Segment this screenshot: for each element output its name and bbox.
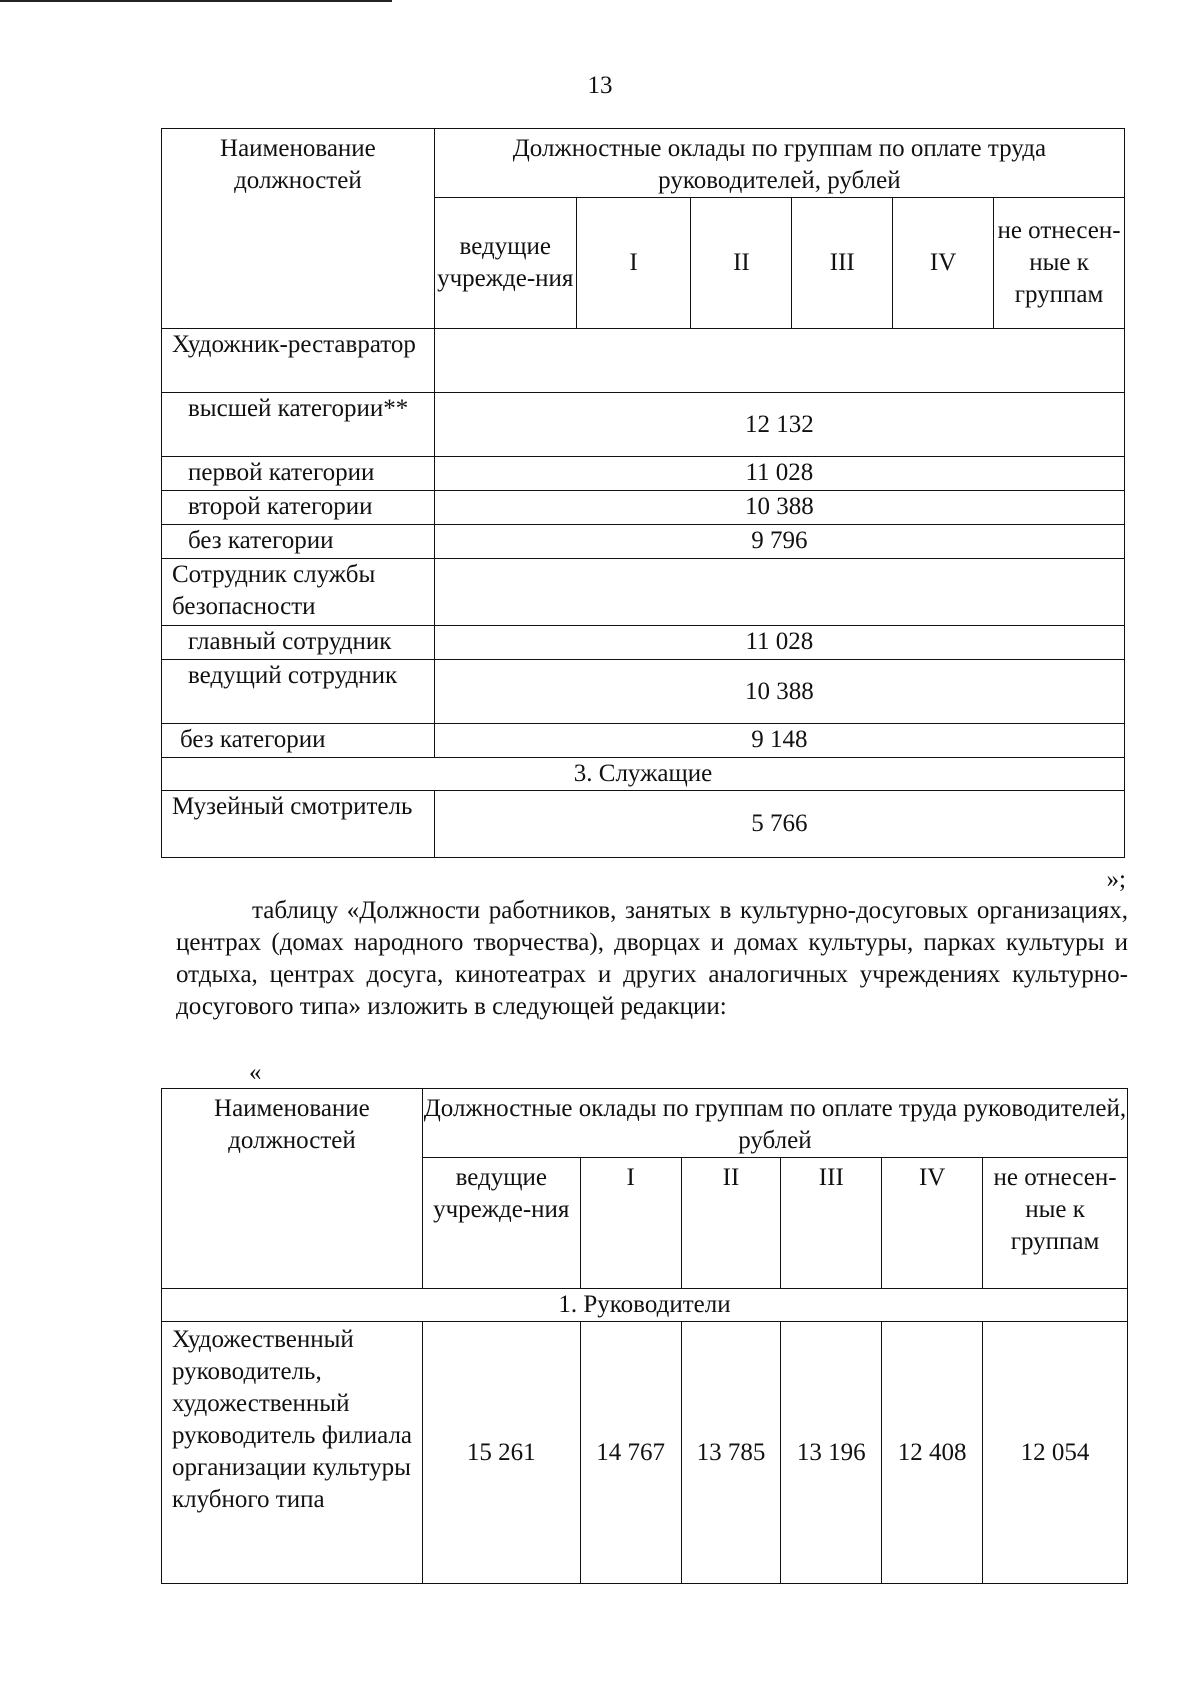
row-value: 10 388 — [434, 660, 1124, 724]
group-col-4: IV — [882, 1158, 983, 1289]
group-col-2: II — [691, 198, 792, 329]
instruction-paragraph — [176, 895, 1128, 1023]
row-label: второй категории — [162, 491, 435, 525]
row-label: Художественный руководитель, художественный руководитель филиала организации культуры клубного типа — [162, 1322, 423, 1584]
group-col-leading: ведущие учрежде-ния — [434, 198, 576, 329]
row-label: ведущий сотрудник — [162, 660, 435, 724]
group-col-1: I — [576, 198, 691, 329]
section-heading: 3. Служащие — [162, 758, 1125, 791]
row-label: главный сотрудник — [162, 626, 435, 660]
group-col-1: I — [580, 1158, 681, 1289]
row-value: 5 766 — [434, 791, 1124, 858]
row-value: 12 132 — [434, 393, 1124, 457]
closing-quote: »; — [1106, 866, 1126, 893]
row-value: 15 261 — [422, 1322, 580, 1584]
row-label: Художник-реставратор — [162, 329, 435, 393]
page-number: 13 — [587, 72, 613, 99]
row-value: 12 408 — [882, 1322, 983, 1584]
section-heading: 1. Руководители — [162, 1289, 1128, 1322]
row-label: Музейный смотритель — [162, 791, 435, 858]
row-label: высшей категории** — [162, 393, 435, 457]
group-col-2: II — [681, 1158, 781, 1289]
group-col-4: IV — [893, 198, 994, 329]
row-label: Сотрудник службы безопасности — [162, 559, 435, 626]
row-value — [434, 559, 1124, 626]
row-value: 13 196 — [781, 1322, 882, 1584]
header-salary-groups: Должностные оклады по группам по оплате труда руководителей, рублей — [422, 1089, 1127, 1158]
row-value: 11 028 — [434, 626, 1124, 660]
group-col-unassigned: не отнесен-ные к группам — [983, 1158, 1128, 1289]
row-value: 13 785 — [681, 1322, 781, 1584]
salary-table-culture — [161, 1088, 1128, 1584]
paragraph-text: таблицу «Должности работников, занятых в культурно-досуговых организациях, центрах (домах народного творчества), дворцах и домах культуры, парках культуры и отдыха, центрах досуга, кинотеатрах и других аналогичных учреждениях культурно-досугового типа» изложить в следующей редакции: — [176, 897, 1128, 1020]
header-position-name: Наименование должностей — [162, 1089, 423, 1289]
group-col-3: III — [781, 1158, 882, 1289]
header-salary-groups: Должностные оклады по группам по оплате труда руководителей, рублей — [434, 129, 1124, 198]
row-label: первой категории — [162, 457, 435, 491]
salary-table-museum — [161, 128, 1125, 858]
row-value: 9 148 — [434, 724, 1124, 758]
group-col-unassigned: не отнесен-ные к группам — [994, 198, 1125, 329]
row-value: 9 796 — [434, 525, 1124, 559]
row-value: 12 054 — [983, 1322, 1128, 1584]
group-col-leading: ведущие учрежде-ния — [422, 1158, 580, 1289]
row-label: без категории — [162, 724, 435, 758]
row-value: 14 767 — [580, 1322, 681, 1584]
opening-quote: « — [249, 1059, 262, 1086]
page-edge-line — [0, 0, 392, 2]
group-col-3: III — [792, 198, 893, 329]
row-value — [434, 329, 1124, 393]
header-position-name: Наименование должностей — [162, 129, 435, 329]
row-label: без категории — [162, 525, 435, 559]
row-value: 11 028 — [434, 457, 1124, 491]
row-value: 10 388 — [434, 491, 1124, 525]
